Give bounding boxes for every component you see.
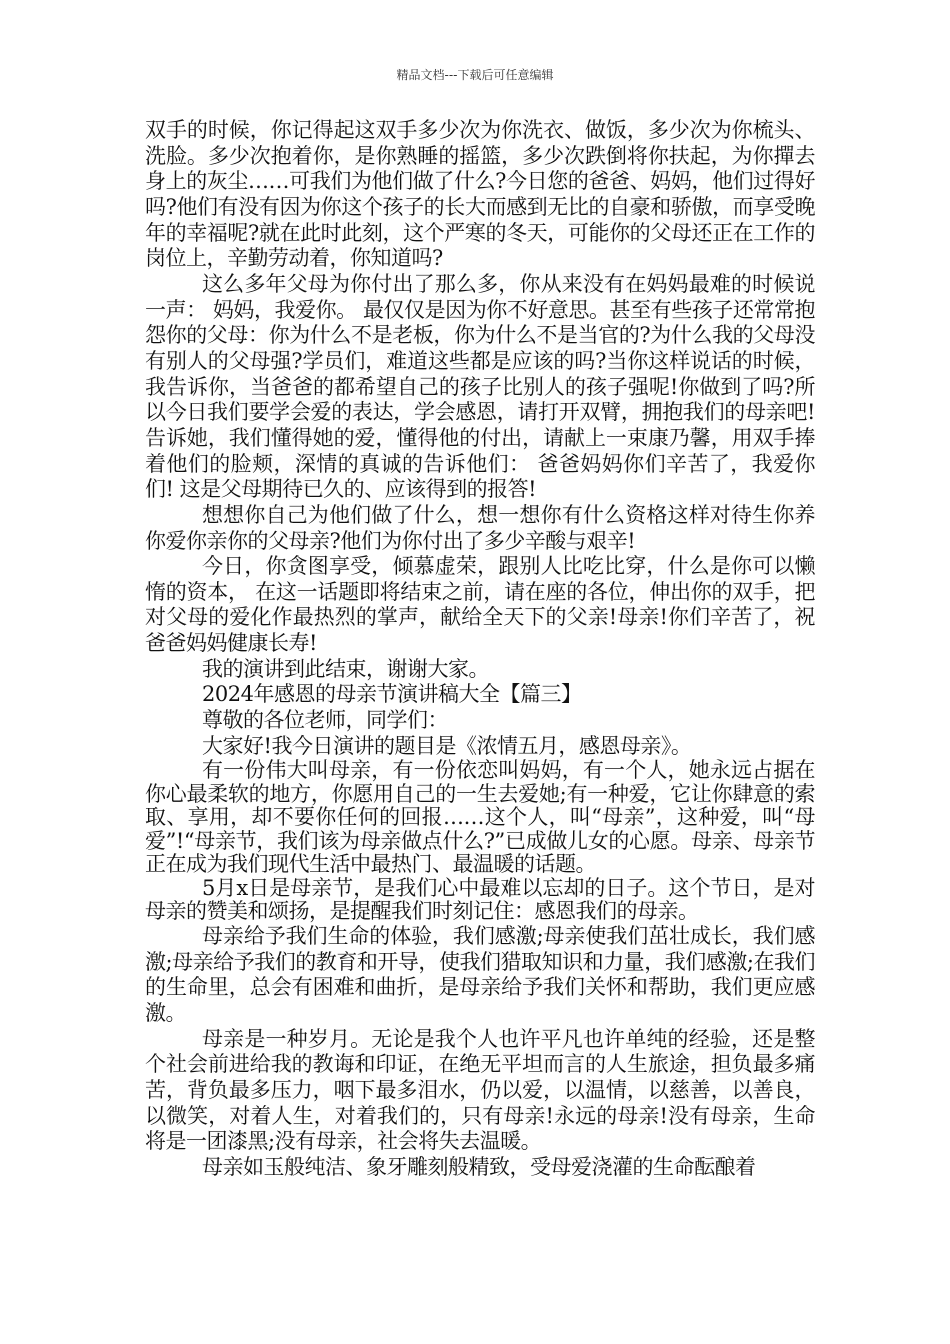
- greeting: 大家好!我今日演讲的题目是《浓情五月，感恩母亲》。: [202, 733, 692, 758]
- paragraph-closing: 我的演讲到此结束，谢谢大家。: [202, 656, 489, 681]
- paragraph-6: 5月x日是母亲节，是我们心中最难以忘却的日子。这个节日，是对母亲的赞美和颂扬，是提醒我们时刻记住：感恩我们的母亲。: [145, 875, 815, 924]
- section-title: 2024年感恩的母亲节演讲稿大全【篇三】: [202, 682, 582, 707]
- paragraph-7: 母亲给予我们生命的体验，我们感激;母亲使我们茁壮成长，我们感激;母亲给予我们的教育和开导，使我们猎取知识和力量，我们感激;在我们的生命里，总会有困难和曲折，是母亲给予我们关怀和帮助，我们更应感激。: [145, 923, 815, 1025]
- salutation: 尊敬的各位老师，同学们：: [202, 708, 448, 733]
- paragraph-4: 今日，你贪图享受，倾慕虚荣，跟别人比吃比穿，什么是你可以懒惰的资本， 在这一话题即将结束之前，请在座的各位，伸出你的双手，把对父母的爱化作最热烈的掌声，献给全天下的父亲!母亲!你们辛苦了，祝爸爸妈妈健康长寿!: [145, 554, 815, 656]
- paragraph-3: 想想你自己为他们做了什么，想一想你有什么资格这样对待生你养你爱你亲你的父母亲?他们为你付出了多少辛酸与艰辛!: [145, 502, 815, 553]
- page-header: 精品文档---下载后可任意编辑: [396, 68, 554, 82]
- paragraph-8: 母亲是一种岁月。无论是我个人也许平凡也许单纯的经验，还是整个社会前进给我的教诲和印证，在绝无平坦而言的人生旅途，担负最多痛苦，背负最多压力，咽下最多泪水，仍以爱，以温情，以慈善，以善良，以微笑，对着人生，对着我们的，只有母亲!永远的母亲!没有母亲，生命将是一团漆黑;没有母亲，社会将失去温暖。: [145, 1026, 815, 1154]
- document-body: [145, 118, 815, 1180]
- paragraph-9: 母亲如玉般纯洁、象牙雕刻般精致，受母爱浇灌的生命酝酿着: [202, 1154, 756, 1179]
- paragraph-1: 双手的时候，你记得起这双手多少次为你洗衣、做饭，多少次为你梳头、洗脸。多少次抱着你，是你熟睡的摇篮，多少次跌倒将你扶起，为你撣去身上的灰尘……可我们为他们做了什么?今日您的爸爸、妈妈，他们过得好吗?他们有没有因为你这个孩子的长大而感到无比的自豪和骄傲，而享受晚年的幸福呢?就在此时此刻，这个严寒的冬天，可能你的父母还正在工作的岗位上，辛勤劳动着，你知道吗?: [145, 118, 815, 271]
- paragraph-2: 这么多年父母为你付出了那么多，你从来没有在妈妈最难的时候说一声： 妈妈，我爱你。 最仅仅是因为你不好意思。甚至有些孩子还常常抱怨你的父母：你为什么不是老板，你为什么不是当官的?为什么我的父母没有别人的父母强?学员们，难道这些都是应该的吗?当你这样说话的时候，我告诉你，当爸爸的都希望自己的孩子比别人的孩子强呢!你做到了吗?所以今日我们要学会爱的表达，学会感恩，请打开双臂，拥抱我们的母亲吧!告诉她，我们懂得她的爱，懂得他的付出，请献上一束康乃馨，用双手捧着他们的脸颊，深情的真诚的告诉他们： 爸爸妈妈你们辛苦了，我爱你们! 这是父母期待已久的、应该得到的报答!: [145, 271, 815, 502]
- paragraph-5: 有一份伟大叫母亲，有一份依恋叫妈妈，有一个人，她永远占据在你心最柔软的地方，你愿用自己的一生去爱她;有一种爱，它让你肆意的索取、享用，却不要你任何的回报……这个人，叫“母亲”，这种爱，叫“母爱”!“母亲节，我们该为母亲做点什么?”已成做儿女的心愿。母亲、母亲节正在成为我们现代生活中最热门、最温暖的话题。: [145, 758, 815, 877]
